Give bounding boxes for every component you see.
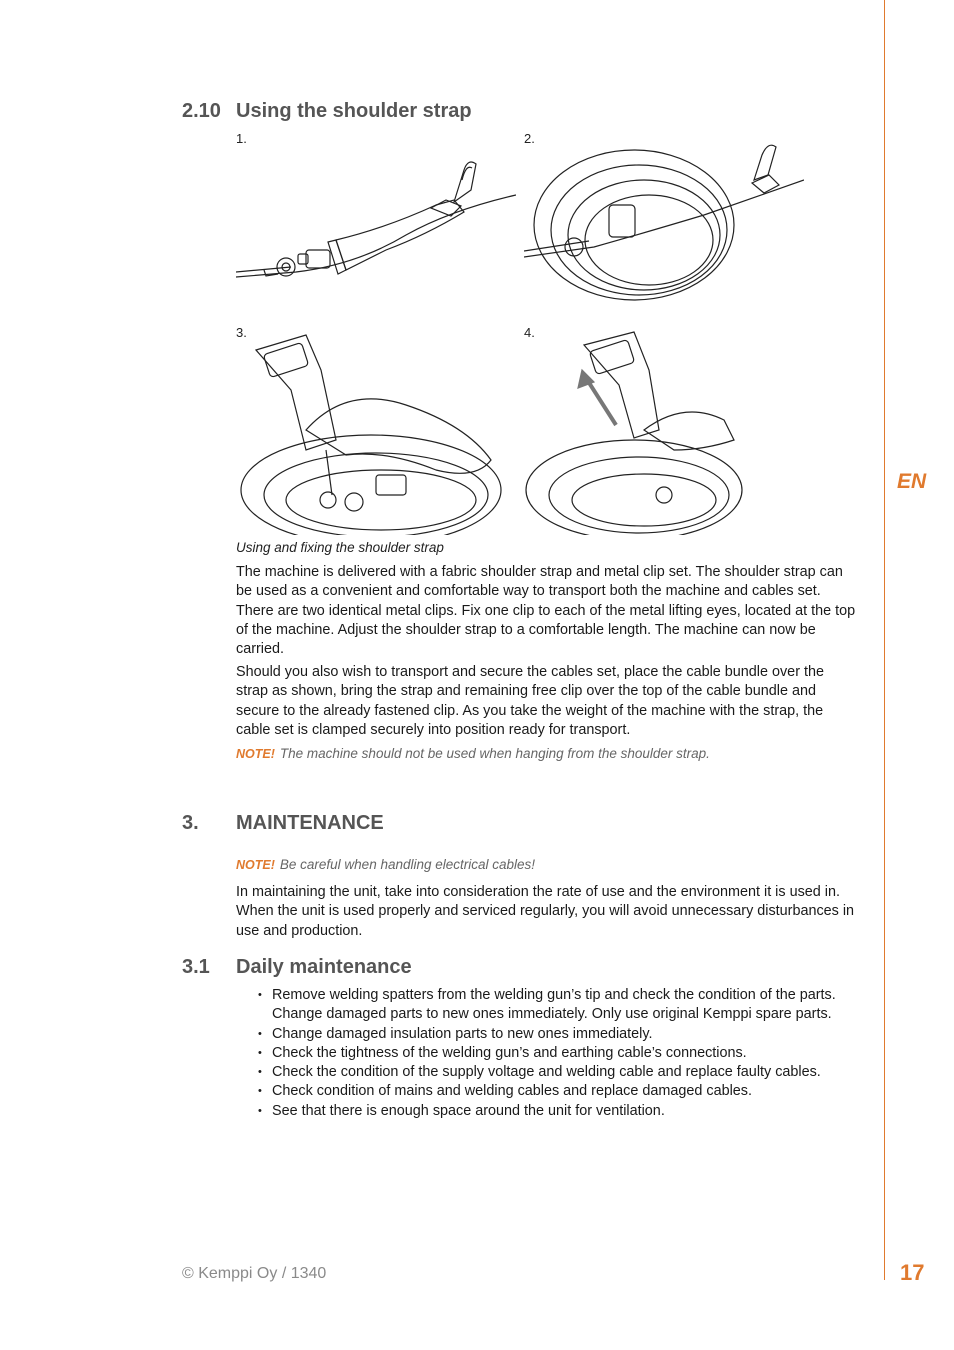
note-strap <box>236 746 710 761</box>
section-number: 2.10 <box>182 100 221 122</box>
note-text: The machine should not be used when hanging from the shoulder strap. <box>279 746 710 761</box>
illustration-cable-over-strap <box>524 135 804 325</box>
figure-label-3: 3. <box>236 325 247 340</box>
list-item: • See that there is enough space around the unit for ventilation. <box>258 1102 858 1121</box>
list-item: • Remove welding spatters from the welding gun’s tip and check the condition of the parts. Change damaged parts to new ones immediately. Only use original Kemppi spare parts. <box>258 986 858 1025</box>
illustration-lift-strap <box>524 330 764 535</box>
side-rule <box>884 0 885 1280</box>
note-maintenance <box>236 857 535 872</box>
section-title: Daily maintenance <box>236 956 412 978</box>
language-tab: EN <box>897 470 927 493</box>
list-item: • Check condition of mains and welding cables and replace damaged cables. <box>258 1082 858 1101</box>
section-heading-2-10 <box>182 100 472 123</box>
footer-copyright: © Kemppi Oy / 1340 <box>182 1265 327 1282</box>
section-number: 3.1 <box>182 956 210 978</box>
section-number: 3. <box>182 812 199 834</box>
section-title: MAINTENANCE <box>236 812 384 834</box>
note-tag: NOTE! <box>236 858 275 872</box>
note-tag: NOTE! <box>236 747 275 761</box>
maintenance-list <box>258 986 858 1121</box>
paragraph-maintenance: In maintaining the unit, take into consideration the rate of use and the environment it is used in. When the unit is used properly and serviced regularly, you will avoid unnecessary disturbances in use and production. <box>236 884 855 939</box>
figure-label-4: 4. <box>524 325 535 340</box>
figure-caption: Using and fixing the shoulder strap <box>236 540 444 555</box>
section-heading-3 <box>182 812 384 835</box>
list-item: • Change damaged insulation parts to new ones immediately. <box>258 1025 858 1044</box>
note-text: Be careful when handling electrical cables! <box>279 857 536 872</box>
illustration-strap-clip <box>236 150 516 290</box>
page-number: 17 <box>900 1260 925 1285</box>
paragraph-strap-intro: The machine is delivered with a fabric shoulder strap and metal clip set. The shoulder strap can be used as a convenient and comfortable way to transport both the machine and cables set. There are two identical metal clips. Fix one clip to each of the metal lifting eyes, located at the top of the machine. Adjust the shoulder strap to a comfortable length. The machine can now be carried. <box>236 564 856 658</box>
section-heading-3-1 <box>182 956 412 979</box>
list-item: • Check the tightness of the welding gun’s and earthing cable’s connections. <box>258 1044 858 1063</box>
figure-label-2: 2. <box>524 131 535 146</box>
figure-label-1: 1. <box>236 131 247 146</box>
illustration-strap-over-bundle <box>236 330 506 535</box>
section-title: Using the shoulder strap <box>236 100 472 122</box>
paragraph-strap-cables: Should you also wish to transport and secure the cables set, place the cable bundle over the strap as shown, bring the strap and remaining free clip over the top of the cable bundle and secure to the already fastened clip. As you take the weight of the machine with the strap, the cable set is clamped securely into position ready for transport. <box>236 664 824 738</box>
list-item: • Check the condition of the supply voltage and welding cable and replace faulty cables. <box>258 1063 858 1082</box>
